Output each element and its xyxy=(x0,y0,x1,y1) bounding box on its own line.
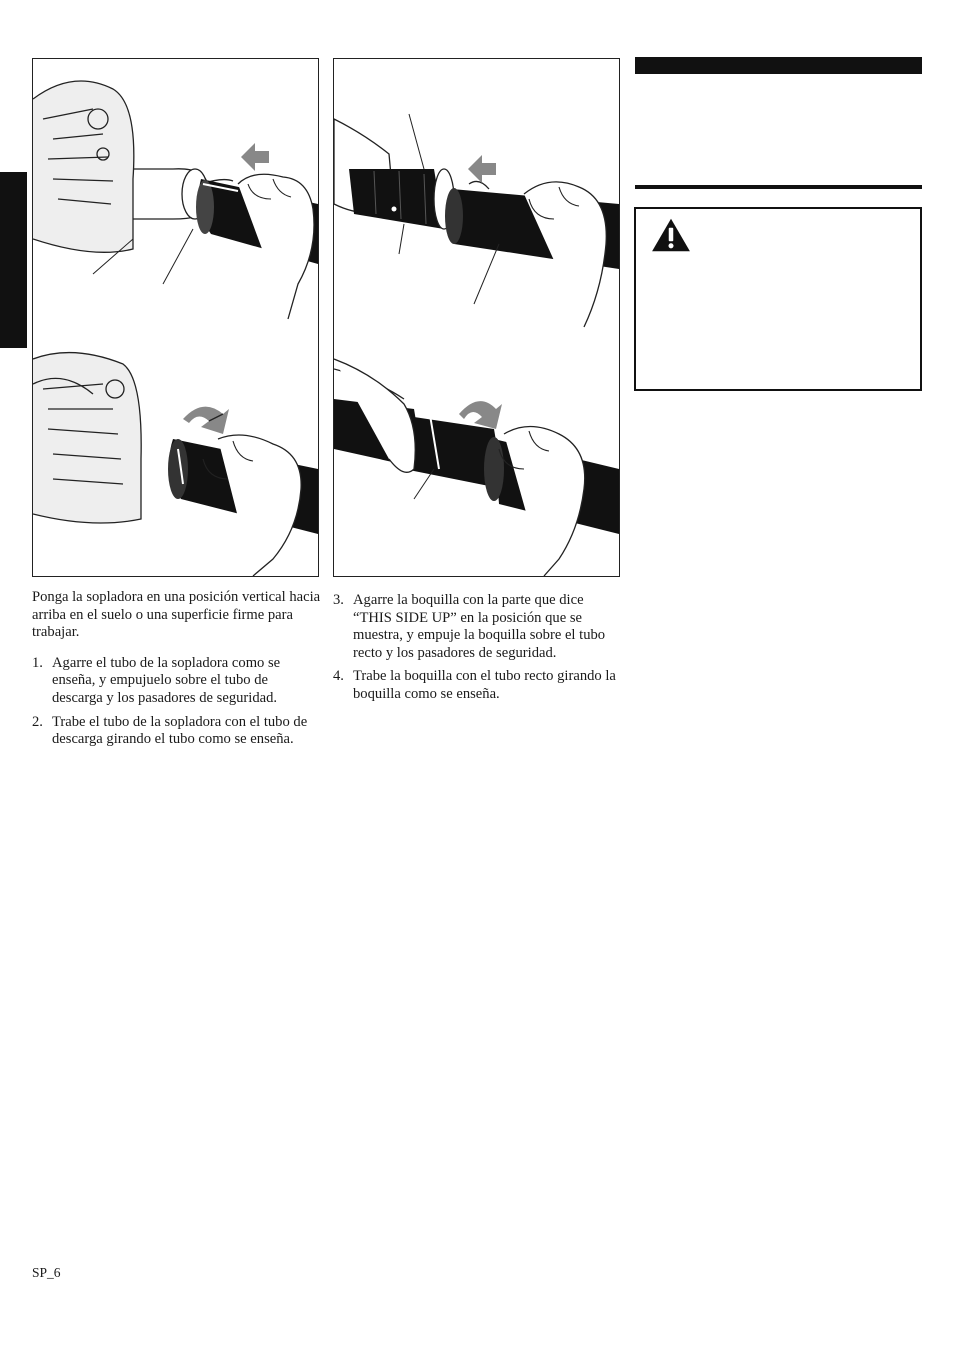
step-text: Trabe el tubo de la sopladora con el tubo de descarga girando el tubo como se enseña. xyxy=(52,713,308,748)
list-item xyxy=(333,592,623,662)
list-item xyxy=(333,668,623,703)
nozzle-illustration xyxy=(334,59,619,576)
left-column-text xyxy=(32,589,322,755)
middle-steps-list xyxy=(333,592,623,704)
list-item xyxy=(32,655,322,708)
blower-tube-illustration xyxy=(33,59,318,576)
warning-box xyxy=(634,207,922,391)
step-number: 2. xyxy=(32,713,43,730)
page-number: SP_6 xyxy=(32,1265,61,1280)
section-header-bar xyxy=(635,57,922,74)
middle-column-text xyxy=(333,592,623,710)
figure-nozzle-attach xyxy=(333,58,620,577)
intro-paragraph: Ponga la sopladora en una posición vertical hacia arriba en el suelo o una superficie firme para trabajar. xyxy=(32,589,321,641)
figure-blower-tube-attach xyxy=(32,58,319,577)
step-text: Agarre la boquilla con la parte que dice “THIS SIDE UP” en la posición que se muestra, y empuje la boquilla sobre el tubo recto y los pasadores de seguridad. xyxy=(353,592,606,661)
step-number: 4. xyxy=(333,668,344,685)
step-text: Agarre el tubo de la sopladora como se enseña, y empujuelo sobre el tubo de descarga y los pasadores de seguridad. xyxy=(52,654,281,706)
warning-triangle-icon xyxy=(648,217,694,253)
step-number: 3. xyxy=(333,592,344,608)
list-item xyxy=(32,714,322,749)
step-text: Trabe la boquilla con el tubo recto girando la boquilla como se enseña. xyxy=(353,668,616,702)
left-steps-list xyxy=(32,655,322,749)
section-side-tab xyxy=(0,172,27,348)
section-divider xyxy=(635,185,922,189)
step-number: 1. xyxy=(32,654,43,671)
